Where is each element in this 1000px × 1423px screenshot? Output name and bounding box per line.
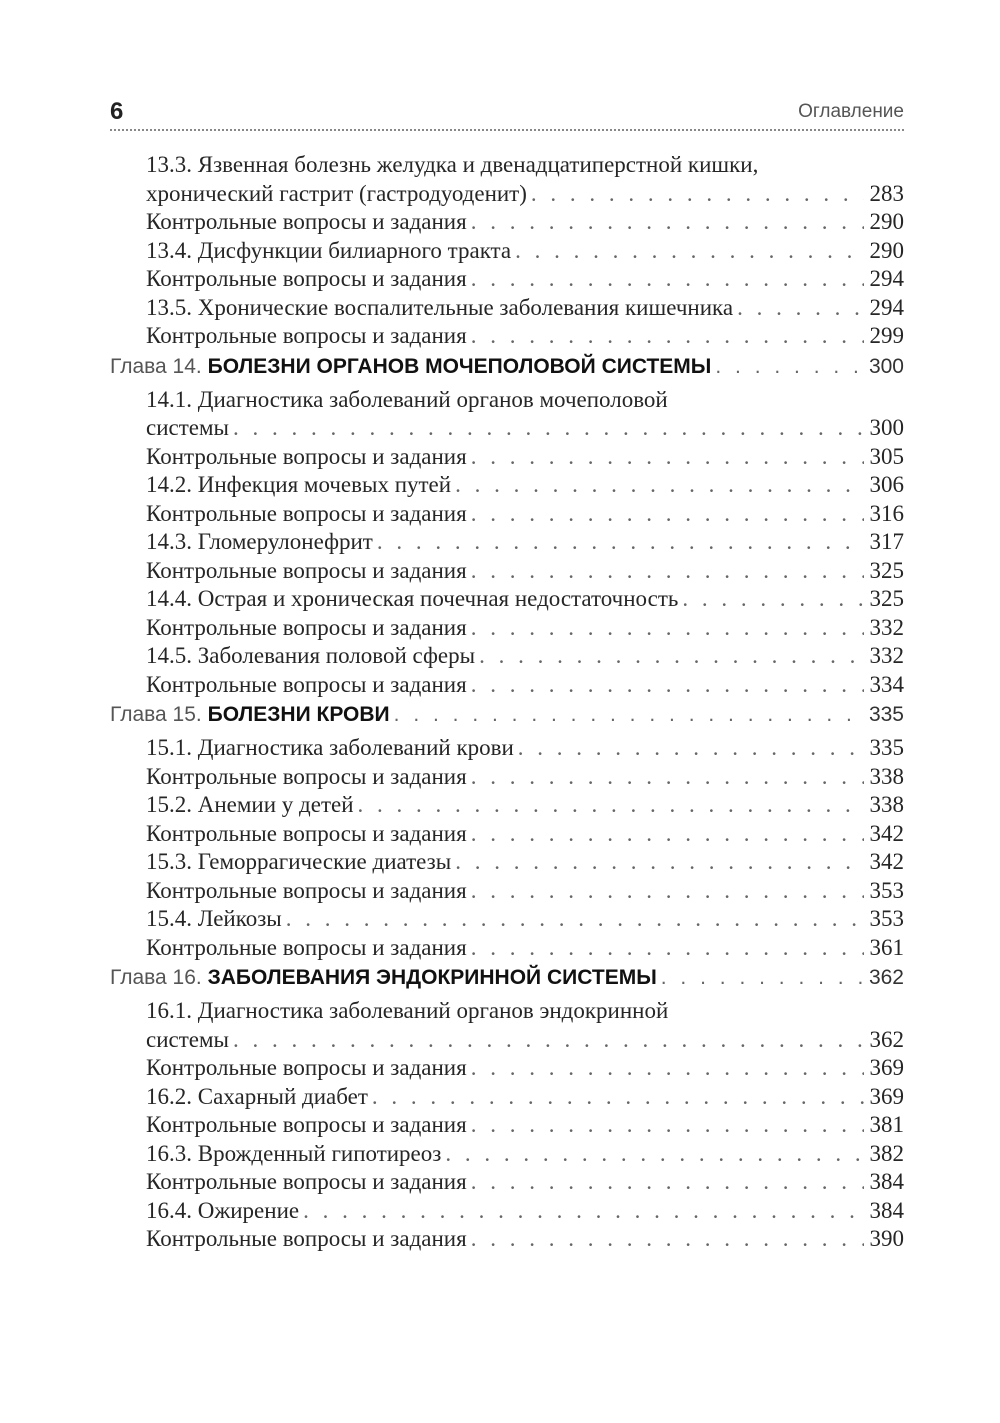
page-ref: 332 (869, 614, 904, 640)
dot-leader (445, 1141, 863, 1167)
dot-leader (471, 558, 864, 584)
toc-entry (146, 1169, 904, 1198)
dot-leader (303, 1198, 863, 1224)
entry-title: Контрольные вопросы и задания (146, 1226, 467, 1251)
entry-title: Контрольные вопросы и задания (146, 209, 467, 234)
chapter-number: Глава 15. (110, 703, 202, 726)
toc-entry (146, 209, 904, 238)
chapter-title: БОЛЕЗНИ КРОВИ (207, 703, 390, 726)
page-number: 6 (110, 98, 124, 125)
page-ref: 384 (869, 1197, 904, 1223)
entry-title: Контрольные вопросы и задания (146, 323, 467, 348)
entry-title: 16.4. Ожирение (146, 1197, 300, 1223)
toc-entry (146, 238, 904, 267)
toc-entry (146, 792, 904, 821)
entry-title: Контрольные вопросы и задания (146, 934, 467, 960)
entry-title: Контрольные вопросы и задания (146, 557, 467, 583)
dot-leader (682, 586, 863, 612)
dot-leader (233, 1027, 864, 1053)
toc-entry (146, 472, 904, 501)
page-ref: 338 (869, 792, 904, 817)
dot-leader (471, 615, 864, 641)
entry-title: Контрольные вопросы и задания (146, 614, 467, 640)
chapter-title: БОЛЕЗНИ ОРГАНОВ МОЧЕПОЛОВОЙ СИСТЕМЫ (207, 354, 712, 378)
toc-entry-line (146, 387, 904, 416)
toc-entry (146, 1112, 904, 1141)
dot-leader (233, 415, 864, 441)
toc-entry (146, 1141, 904, 1170)
entry-title: Контрольные вопросы и задания (146, 500, 467, 526)
page-ref: 369 (869, 1083, 904, 1109)
entry-title: 14.3. Гломерулонефрит (146, 529, 373, 554)
toc-entry (146, 821, 904, 850)
toc-entry (146, 615, 904, 644)
toc-chapter-entry (110, 355, 904, 387)
page-ref: 369 (869, 1055, 904, 1080)
entry-title: Контрольные вопросы и задания (146, 671, 467, 697)
dot-leader (394, 703, 863, 727)
page-ref: 316 (869, 500, 904, 526)
page-ref: 317 (869, 529, 904, 554)
dot-leader (471, 935, 864, 961)
page-ref: 335 (869, 735, 904, 760)
entry-title: 13.3. Язвенная болезнь желудка и двенадцатиперстной кишки, (146, 152, 759, 177)
page-ref: 325 (869, 586, 904, 611)
toc-chapter-entry (110, 966, 904, 998)
entry-title: Контрольные вопросы и задания (146, 1169, 467, 1194)
dot-leader (715, 355, 863, 379)
dot-leader (358, 792, 864, 818)
toc-entry (146, 672, 904, 701)
chapter-number: Глава 14. (110, 354, 202, 378)
dot-leader (661, 966, 863, 990)
dot-leader (286, 906, 864, 932)
toc-entry (146, 415, 904, 444)
toc-entry (146, 935, 904, 964)
toc-entry (146, 849, 904, 878)
toc-entry (146, 444, 904, 473)
toc-entry (146, 181, 904, 210)
page-ref: 384 (869, 1169, 904, 1194)
chapter-title: ЗАБОЛЕВАНИЯ ЭНДОКРИННОЙ СИСТЕМЫ (207, 966, 657, 989)
dot-leader (471, 444, 864, 470)
chapter-heading (110, 355, 711, 379)
toc-entry (146, 1084, 904, 1113)
page-ref: 299 (869, 323, 904, 348)
page-ref: 290 (869, 209, 904, 234)
dot-leader (377, 529, 864, 555)
entry-title: 13.4. Дисфункции билиарного тракта (146, 237, 512, 263)
dot-leader (471, 501, 864, 527)
page-ref: 305 (869, 443, 904, 469)
toc-entry (146, 1027, 904, 1056)
dot-leader (479, 643, 863, 669)
dot-leader (471, 1112, 864, 1138)
page-ref: 362 (869, 1026, 904, 1052)
entry-title: Контрольные вопросы и задания (146, 820, 467, 846)
dot-leader (471, 821, 864, 847)
page-ref: 283 (869, 180, 904, 206)
entry-title: Контрольные вопросы и задания (146, 763, 467, 789)
entry-title: 15.3. Геморрагические диатезы (146, 849, 452, 874)
entry-title: хронический гастрит (гастродуоденит) (146, 180, 527, 206)
page-ref: 361 (869, 934, 904, 960)
entry-title: 13.5. Хронические воспалительные заболевания кишечника (146, 294, 734, 320)
dot-leader (372, 1084, 864, 1110)
toc-entry (146, 323, 904, 352)
page-ref: 300 (868, 354, 904, 378)
dot-leader (471, 266, 864, 292)
toc-entry-line (146, 152, 904, 181)
entry-title: 14.4. Острая и хроническая почечная недостаточность (146, 586, 679, 611)
dot-leader (471, 1169, 864, 1195)
entry-title: системы (146, 415, 229, 440)
entry-title: 15.1. Диагностика заболеваний крови (146, 735, 514, 760)
entry-title: Контрольные вопросы и задания (146, 443, 467, 469)
entry-title: 16.3. Врожденный гипотиреоз (146, 1140, 442, 1166)
toc-entry (146, 878, 904, 907)
toc-entry (146, 295, 904, 324)
toc-entry (146, 558, 904, 587)
dot-leader (471, 672, 864, 698)
toc-entry (146, 586, 904, 615)
page-ref: 381 (869, 1112, 904, 1137)
toc-chapter-entry (110, 703, 904, 735)
dot-leader (455, 472, 863, 498)
dot-leader (471, 878, 864, 904)
table-of-contents (0, 152, 1000, 1255)
page-ref: 332 (869, 643, 904, 668)
page-ref: 338 (869, 763, 904, 789)
dot-leader (471, 764, 864, 790)
chapter-number: Глава 16. (110, 966, 202, 989)
entry-title: Контрольные вопросы и задания (146, 1112, 467, 1137)
entry-title: Контрольные вопросы и задания (146, 877, 467, 903)
entry-title: 14.5. Заболевания половой сферы (146, 643, 476, 668)
entry-title: 15.4. Лейкозы (146, 906, 282, 931)
entry-title: Контрольные вопросы и задания (146, 266, 467, 291)
chapter-heading (110, 966, 657, 990)
page-ref: 353 (869, 877, 904, 903)
entry-title: 14.1. Диагностика заболеваний органов мочеполовой (146, 386, 668, 412)
dot-leader (455, 849, 863, 875)
page-header (110, 96, 904, 132)
header-dotted-rule (110, 129, 904, 131)
dot-leader (471, 1226, 864, 1252)
toc-entry (146, 764, 904, 793)
dot-leader (471, 323, 864, 349)
toc-entry (146, 735, 904, 764)
page-ref: 362 (868, 966, 904, 989)
toc-entry-line (146, 998, 904, 1027)
toc-entry (146, 906, 904, 935)
entry-title: системы (146, 1026, 229, 1052)
toc-entry (146, 501, 904, 530)
page-ref: 342 (869, 820, 904, 846)
dot-leader (531, 181, 864, 207)
toc-entry (146, 529, 904, 558)
toc-entry (146, 643, 904, 672)
dot-leader (471, 1055, 864, 1081)
page-ref: 300 (869, 415, 904, 440)
page-ref: 294 (869, 266, 904, 291)
entry-title: 14.2. Инфекция мочевых путей (146, 472, 452, 497)
chapter-heading (110, 703, 390, 727)
dot-leader (515, 238, 863, 264)
page-ref: 353 (869, 906, 904, 931)
page-ref: 335 (868, 703, 904, 726)
toc-entry (146, 266, 904, 295)
toc-entry (146, 1226, 904, 1255)
toc-entry (146, 1198, 904, 1227)
page-ref: 290 (869, 237, 904, 263)
page-ref: 334 (869, 671, 904, 697)
page-ref: 306 (869, 472, 904, 497)
page-ref: 342 (869, 849, 904, 874)
entry-title: 16.2. Сахарный диабет (146, 1083, 368, 1109)
toc-entry (146, 1055, 904, 1084)
dot-leader (471, 209, 864, 235)
dot-leader (737, 295, 863, 321)
running-title: Оглавление (798, 101, 904, 122)
page-ref: 325 (869, 557, 904, 583)
page-ref: 390 (869, 1226, 904, 1251)
dot-leader (518, 735, 864, 761)
entry-title: 15.2. Анемии у детей (146, 792, 354, 817)
page-ref: 294 (869, 294, 904, 320)
entry-title: Контрольные вопросы и задания (146, 1055, 467, 1080)
page-ref: 382 (869, 1140, 904, 1166)
entry-title: 16.1. Диагностика заболеваний органов эндокринной (146, 998, 669, 1023)
